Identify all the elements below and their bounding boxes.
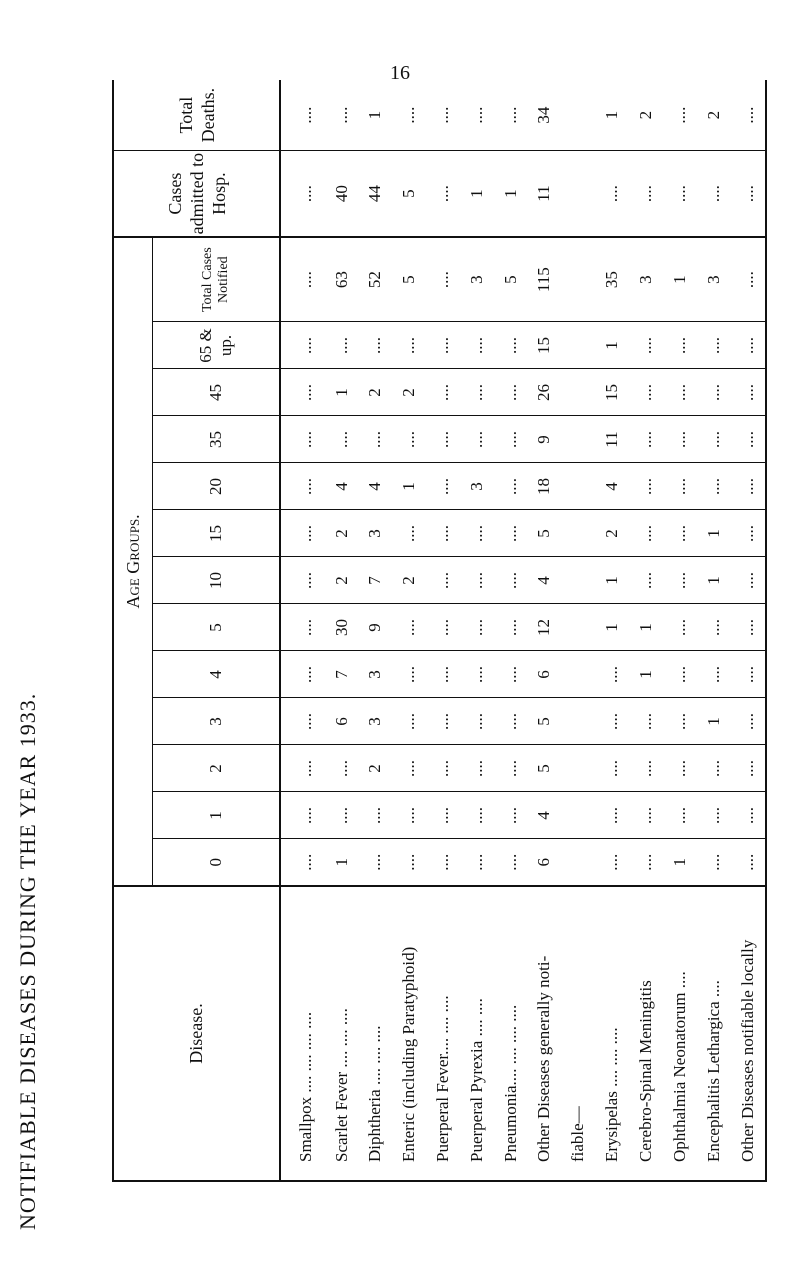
table-cell: 5 <box>528 510 562 557</box>
table-cell: 34 <box>528 80 562 151</box>
disease-name: Diphtheria .... .... .... <box>365 1025 385 1162</box>
table-cell: 2 <box>392 557 426 604</box>
table-cell: .... <box>280 237 325 322</box>
table-cell: .... <box>426 151 460 237</box>
table-cell: .... <box>629 463 663 510</box>
table-row <box>392 80 426 1181</box>
table-cell: 1 <box>697 510 731 557</box>
table-cell: .... <box>663 463 697 510</box>
table-cell: .... <box>595 151 629 237</box>
table-row <box>629 80 663 1181</box>
table-cell: .... <box>697 322 731 369</box>
table-cell: 1 <box>460 151 494 237</box>
table-cell: .... <box>697 745 731 792</box>
table-row <box>460 80 494 1181</box>
table-cell: .... <box>426 463 460 510</box>
table-cell: .... <box>392 416 426 463</box>
table-cell: .... <box>731 463 766 510</box>
age-group-45: 45 <box>153 369 281 416</box>
table-cell: .... <box>494 557 528 604</box>
table-cell <box>561 463 595 510</box>
table-cell: .... <box>392 839 426 886</box>
table-cell: 3 <box>358 698 392 745</box>
table-cell: .... <box>595 839 629 886</box>
table-cell: .... <box>494 463 528 510</box>
table-cell: .... <box>697 369 731 416</box>
table-row <box>528 80 562 1181</box>
table-cell: .... <box>494 651 528 698</box>
table-cell <box>561 792 595 839</box>
table-cell: .... <box>663 698 697 745</box>
table-cell: 2 <box>325 510 359 557</box>
table-cell: .... <box>460 792 494 839</box>
table-cell: 1 <box>629 604 663 651</box>
disease-name: Erysipelas .... .... .... <box>602 1027 622 1162</box>
disease-name: Puerperal Fever.... .... .... <box>432 995 452 1162</box>
table-cell: .... <box>731 839 766 886</box>
table-cell: 40 <box>325 151 359 237</box>
table-cell: .... <box>280 510 325 557</box>
disease-name: Scarlet Fever .... .... .... <box>331 1008 351 1162</box>
table-cell: .... <box>280 80 325 151</box>
disease-name: Smallpox .... .... .... .... <box>295 1011 315 1162</box>
table-row <box>561 80 595 1181</box>
table-cell: 9 <box>528 416 562 463</box>
table-cell: .... <box>280 698 325 745</box>
table-cell: .... <box>426 698 460 745</box>
table-cell: .... <box>494 80 528 151</box>
table-cell: .... <box>595 698 629 745</box>
table-cell: .... <box>280 369 325 416</box>
table-cell: .... <box>494 322 528 369</box>
table-cell: .... <box>663 510 697 557</box>
table-cell: 5 <box>528 698 562 745</box>
table-cell: .... <box>426 80 460 151</box>
table-cell: 1 <box>392 463 426 510</box>
table-cell: .... <box>629 557 663 604</box>
page-number: 16 <box>390 62 410 84</box>
table-cell: .... <box>280 463 325 510</box>
table-row <box>494 80 528 1181</box>
table-cell <box>561 416 595 463</box>
table-cell: .... <box>731 510 766 557</box>
table-body <box>280 80 766 1181</box>
table-cell: 3 <box>697 237 731 322</box>
disease-name: Other Diseases generally noti- <box>534 955 554 1162</box>
disease-name: Encephalitis Lethargica .... <box>703 980 723 1162</box>
age-group-4: 4 <box>153 651 281 698</box>
table-cell: .... <box>731 416 766 463</box>
table-cell: 2 <box>697 80 731 151</box>
table-cell: 3 <box>629 237 663 322</box>
table-cell: .... <box>280 416 325 463</box>
table-cell: .... <box>629 792 663 839</box>
table-cell: .... <box>426 745 460 792</box>
table-cell: 1 <box>325 369 359 416</box>
table-cell: .... <box>280 839 325 886</box>
table-cell: .... <box>663 792 697 839</box>
table-cell: .... <box>325 80 359 151</box>
table-cell: .... <box>697 839 731 886</box>
table-cell: 6 <box>528 651 562 698</box>
table-cell: .... <box>426 369 460 416</box>
table-cell: .... <box>460 698 494 745</box>
age-group-0: 0 <box>153 839 281 886</box>
table-cell: .... <box>426 237 460 322</box>
table-cell: .... <box>595 792 629 839</box>
table-cell: .... <box>494 604 528 651</box>
table-cell: .... <box>494 839 528 886</box>
header-disease: Disease. <box>113 886 280 1181</box>
table-cell: .... <box>629 839 663 886</box>
table-cell: .... <box>460 80 494 151</box>
table-cell: 2 <box>595 510 629 557</box>
table-cell: .... <box>280 745 325 792</box>
table-cell: 15 <box>528 322 562 369</box>
table-cell: .... <box>663 369 697 416</box>
table-cell: 2 <box>629 80 663 151</box>
table-cell: .... <box>460 839 494 886</box>
table-cell: .... <box>731 80 766 151</box>
table-cell <box>561 698 595 745</box>
table-cell: .... <box>280 792 325 839</box>
table-cell: .... <box>494 698 528 745</box>
table-cell: .... <box>280 557 325 604</box>
table-cell: 2 <box>325 557 359 604</box>
table-cell: .... <box>426 792 460 839</box>
table-cell: .... <box>460 651 494 698</box>
age-group-3: 3 <box>153 698 281 745</box>
table-row <box>280 80 325 1181</box>
table-cell: .... <box>629 151 663 237</box>
table-row <box>426 80 460 1181</box>
table-cell: .... <box>494 510 528 557</box>
table-cell: 3 <box>460 463 494 510</box>
table-cell: .... <box>663 745 697 792</box>
disease-name: fiable— <box>568 1106 588 1162</box>
table-cell: 18 <box>528 463 562 510</box>
table-cell: 1 <box>595 80 629 151</box>
age-group-35: 35 <box>153 416 281 463</box>
table-cell: .... <box>392 604 426 651</box>
table-cell: 6 <box>528 839 562 886</box>
rotated-table-wrapper <box>112 87 767 1182</box>
table-cell: .... <box>325 322 359 369</box>
table-cell: .... <box>731 698 766 745</box>
table-cell: 26 <box>528 369 562 416</box>
table-cell: .... <box>731 237 766 322</box>
table-cell <box>561 369 595 416</box>
table-cell: .... <box>629 416 663 463</box>
table-cell: 1 <box>663 237 697 322</box>
table-cell: 3 <box>358 510 392 557</box>
disease-name: Cerebro-Spinal Meningitis <box>635 980 655 1162</box>
table-cell: .... <box>663 557 697 604</box>
table-cell: .... <box>460 322 494 369</box>
table-cell: 4 <box>595 463 629 510</box>
table-cell: 4 <box>528 792 562 839</box>
table-cell <box>561 604 595 651</box>
table-cell: .... <box>663 604 697 651</box>
table-cell: .... <box>460 369 494 416</box>
table-cell: .... <box>426 839 460 886</box>
table-cell: .... <box>460 510 494 557</box>
table-cell: .... <box>392 698 426 745</box>
page-title: NOTIFIABLE DISEASES DURING THE YEAR 1933. <box>15 692 40 1230</box>
table-cell: 5 <box>392 237 426 322</box>
table-cell: .... <box>663 80 697 151</box>
table-cell: .... <box>358 416 392 463</box>
table-cell: .... <box>358 792 392 839</box>
table-cell: 35 <box>595 237 629 322</box>
table-cell: 7 <box>325 651 359 698</box>
table-cell: 5 <box>392 151 426 237</box>
table-cell: .... <box>494 369 528 416</box>
disease-name: Enteric (including Paratyphoid) <box>399 946 419 1162</box>
table-cell <box>561 651 595 698</box>
table-cell: .... <box>663 651 697 698</box>
age-group-2: 2 <box>153 745 281 792</box>
table-cell: 2 <box>392 369 426 416</box>
table-cell: 3 <box>358 651 392 698</box>
table-cell: 5 <box>494 237 528 322</box>
table-cell: .... <box>392 792 426 839</box>
table-cell: .... <box>731 792 766 839</box>
table-cell: .... <box>663 416 697 463</box>
table-row <box>663 80 697 1181</box>
table-cell: .... <box>494 416 528 463</box>
table-cell: .... <box>697 416 731 463</box>
table-cell: .... <box>280 604 325 651</box>
table-cell: .... <box>731 151 766 237</box>
table-cell: 1 <box>358 80 392 151</box>
table-cell <box>561 151 595 237</box>
table-cell <box>561 510 595 557</box>
table-cell: 63 <box>325 237 359 322</box>
table-cell: 1 <box>325 839 359 886</box>
table-cell: 52 <box>358 237 392 322</box>
table-cell: 9 <box>358 604 392 651</box>
age-group-5: 5 <box>153 604 281 651</box>
table-cell: .... <box>426 604 460 651</box>
table-cell: .... <box>280 651 325 698</box>
table-cell: .... <box>426 557 460 604</box>
table-cell: .... <box>731 604 766 651</box>
table-row <box>595 80 629 1181</box>
table-cell: .... <box>358 839 392 886</box>
table-row <box>731 80 766 1181</box>
table-cell: 2 <box>358 745 392 792</box>
table-cell: .... <box>392 80 426 151</box>
table-cell: 115 <box>528 237 562 322</box>
disease-name: Pneumonia.... .... .... .... <box>500 1004 520 1162</box>
table-cell: .... <box>731 322 766 369</box>
table-cell: .... <box>731 651 766 698</box>
disease-name: Puerperal Pyrexia .... .... <box>466 998 486 1162</box>
age-group-10: 10 <box>153 557 281 604</box>
table-cell: .... <box>697 151 731 237</box>
age-group-1: 1 <box>153 792 281 839</box>
table-cell: .... <box>595 651 629 698</box>
table-cell <box>561 322 595 369</box>
header-age-groups: Age Groups. <box>113 237 153 886</box>
table-cell: .... <box>629 322 663 369</box>
age-group-65-up: 65 & up. <box>153 322 281 369</box>
table-cell: .... <box>629 698 663 745</box>
table-cell: .... <box>494 745 528 792</box>
table-cell: 11 <box>595 416 629 463</box>
table-cell: .... <box>595 745 629 792</box>
table-cell: 6 <box>325 698 359 745</box>
table-cell: 1 <box>595 604 629 651</box>
table-cell: 7 <box>358 557 392 604</box>
table-cell: .... <box>494 792 528 839</box>
table-cell: 4 <box>325 463 359 510</box>
table-cell: .... <box>392 510 426 557</box>
header-deaths: Total Deaths. <box>113 80 280 151</box>
table-cell: 1 <box>629 651 663 698</box>
age-group-15: 15 <box>153 510 281 557</box>
table-cell: .... <box>358 322 392 369</box>
table-cell: .... <box>731 745 766 792</box>
age-group-20: 20 <box>153 463 281 510</box>
table-cell: .... <box>697 651 731 698</box>
header-total-notified: Total Cases Notified <box>153 237 281 322</box>
table-row <box>358 80 392 1181</box>
table-cell: .... <box>697 792 731 839</box>
table-cell: 30 <box>325 604 359 651</box>
table-row <box>697 80 731 1181</box>
table-cell: 11 <box>528 151 562 237</box>
table-cell: .... <box>426 510 460 557</box>
table-cell: 2 <box>358 369 392 416</box>
table-cell: 1 <box>595 557 629 604</box>
table-cell: .... <box>280 151 325 237</box>
table-cell: 44 <box>358 151 392 237</box>
table-cell: 4 <box>528 557 562 604</box>
table-cell: .... <box>731 369 766 416</box>
table-cell: .... <box>392 745 426 792</box>
table-cell <box>561 839 595 886</box>
table-cell: 1 <box>663 839 697 886</box>
disease-name: Ophthalmia Neonatorum .... <box>669 971 689 1162</box>
table-cell: 4 <box>358 463 392 510</box>
table-cell: 5 <box>528 745 562 792</box>
table-cell: 12 <box>528 604 562 651</box>
disease-name: Other Diseases notifiable locally <box>737 939 757 1162</box>
table-cell: .... <box>460 416 494 463</box>
table-cell: .... <box>426 416 460 463</box>
header-admitted: Cases admitted to Hosp. <box>113 151 280 237</box>
table-cell: .... <box>325 745 359 792</box>
table-cell: .... <box>426 651 460 698</box>
table-cell: 3 <box>460 237 494 322</box>
table-cell: .... <box>697 463 731 510</box>
table-cell: 15 <box>595 369 629 416</box>
table-cell: 1 <box>494 151 528 237</box>
table-cell <box>561 745 595 792</box>
notifiable-diseases-table <box>112 80 767 1182</box>
table-cell: .... <box>663 151 697 237</box>
table-cell: .... <box>426 322 460 369</box>
table-cell: .... <box>460 604 494 651</box>
table-cell: .... <box>697 604 731 651</box>
table-cell <box>561 237 595 322</box>
table-cell: .... <box>731 557 766 604</box>
table-row <box>325 80 359 1181</box>
table-cell: .... <box>325 792 359 839</box>
table-cell: .... <box>629 745 663 792</box>
table-cell: 1 <box>697 557 731 604</box>
table-cell: 1 <box>595 322 629 369</box>
table-cell: 1 <box>697 698 731 745</box>
table-cell: .... <box>460 745 494 792</box>
table-cell: .... <box>280 322 325 369</box>
table-cell: .... <box>392 322 426 369</box>
table-cell: .... <box>392 651 426 698</box>
table-cell <box>561 80 595 151</box>
table-cell: .... <box>629 369 663 416</box>
table-cell <box>561 557 595 604</box>
table-cell: .... <box>460 557 494 604</box>
table-cell: .... <box>663 322 697 369</box>
table-cell: .... <box>325 416 359 463</box>
table-cell: .... <box>629 510 663 557</box>
